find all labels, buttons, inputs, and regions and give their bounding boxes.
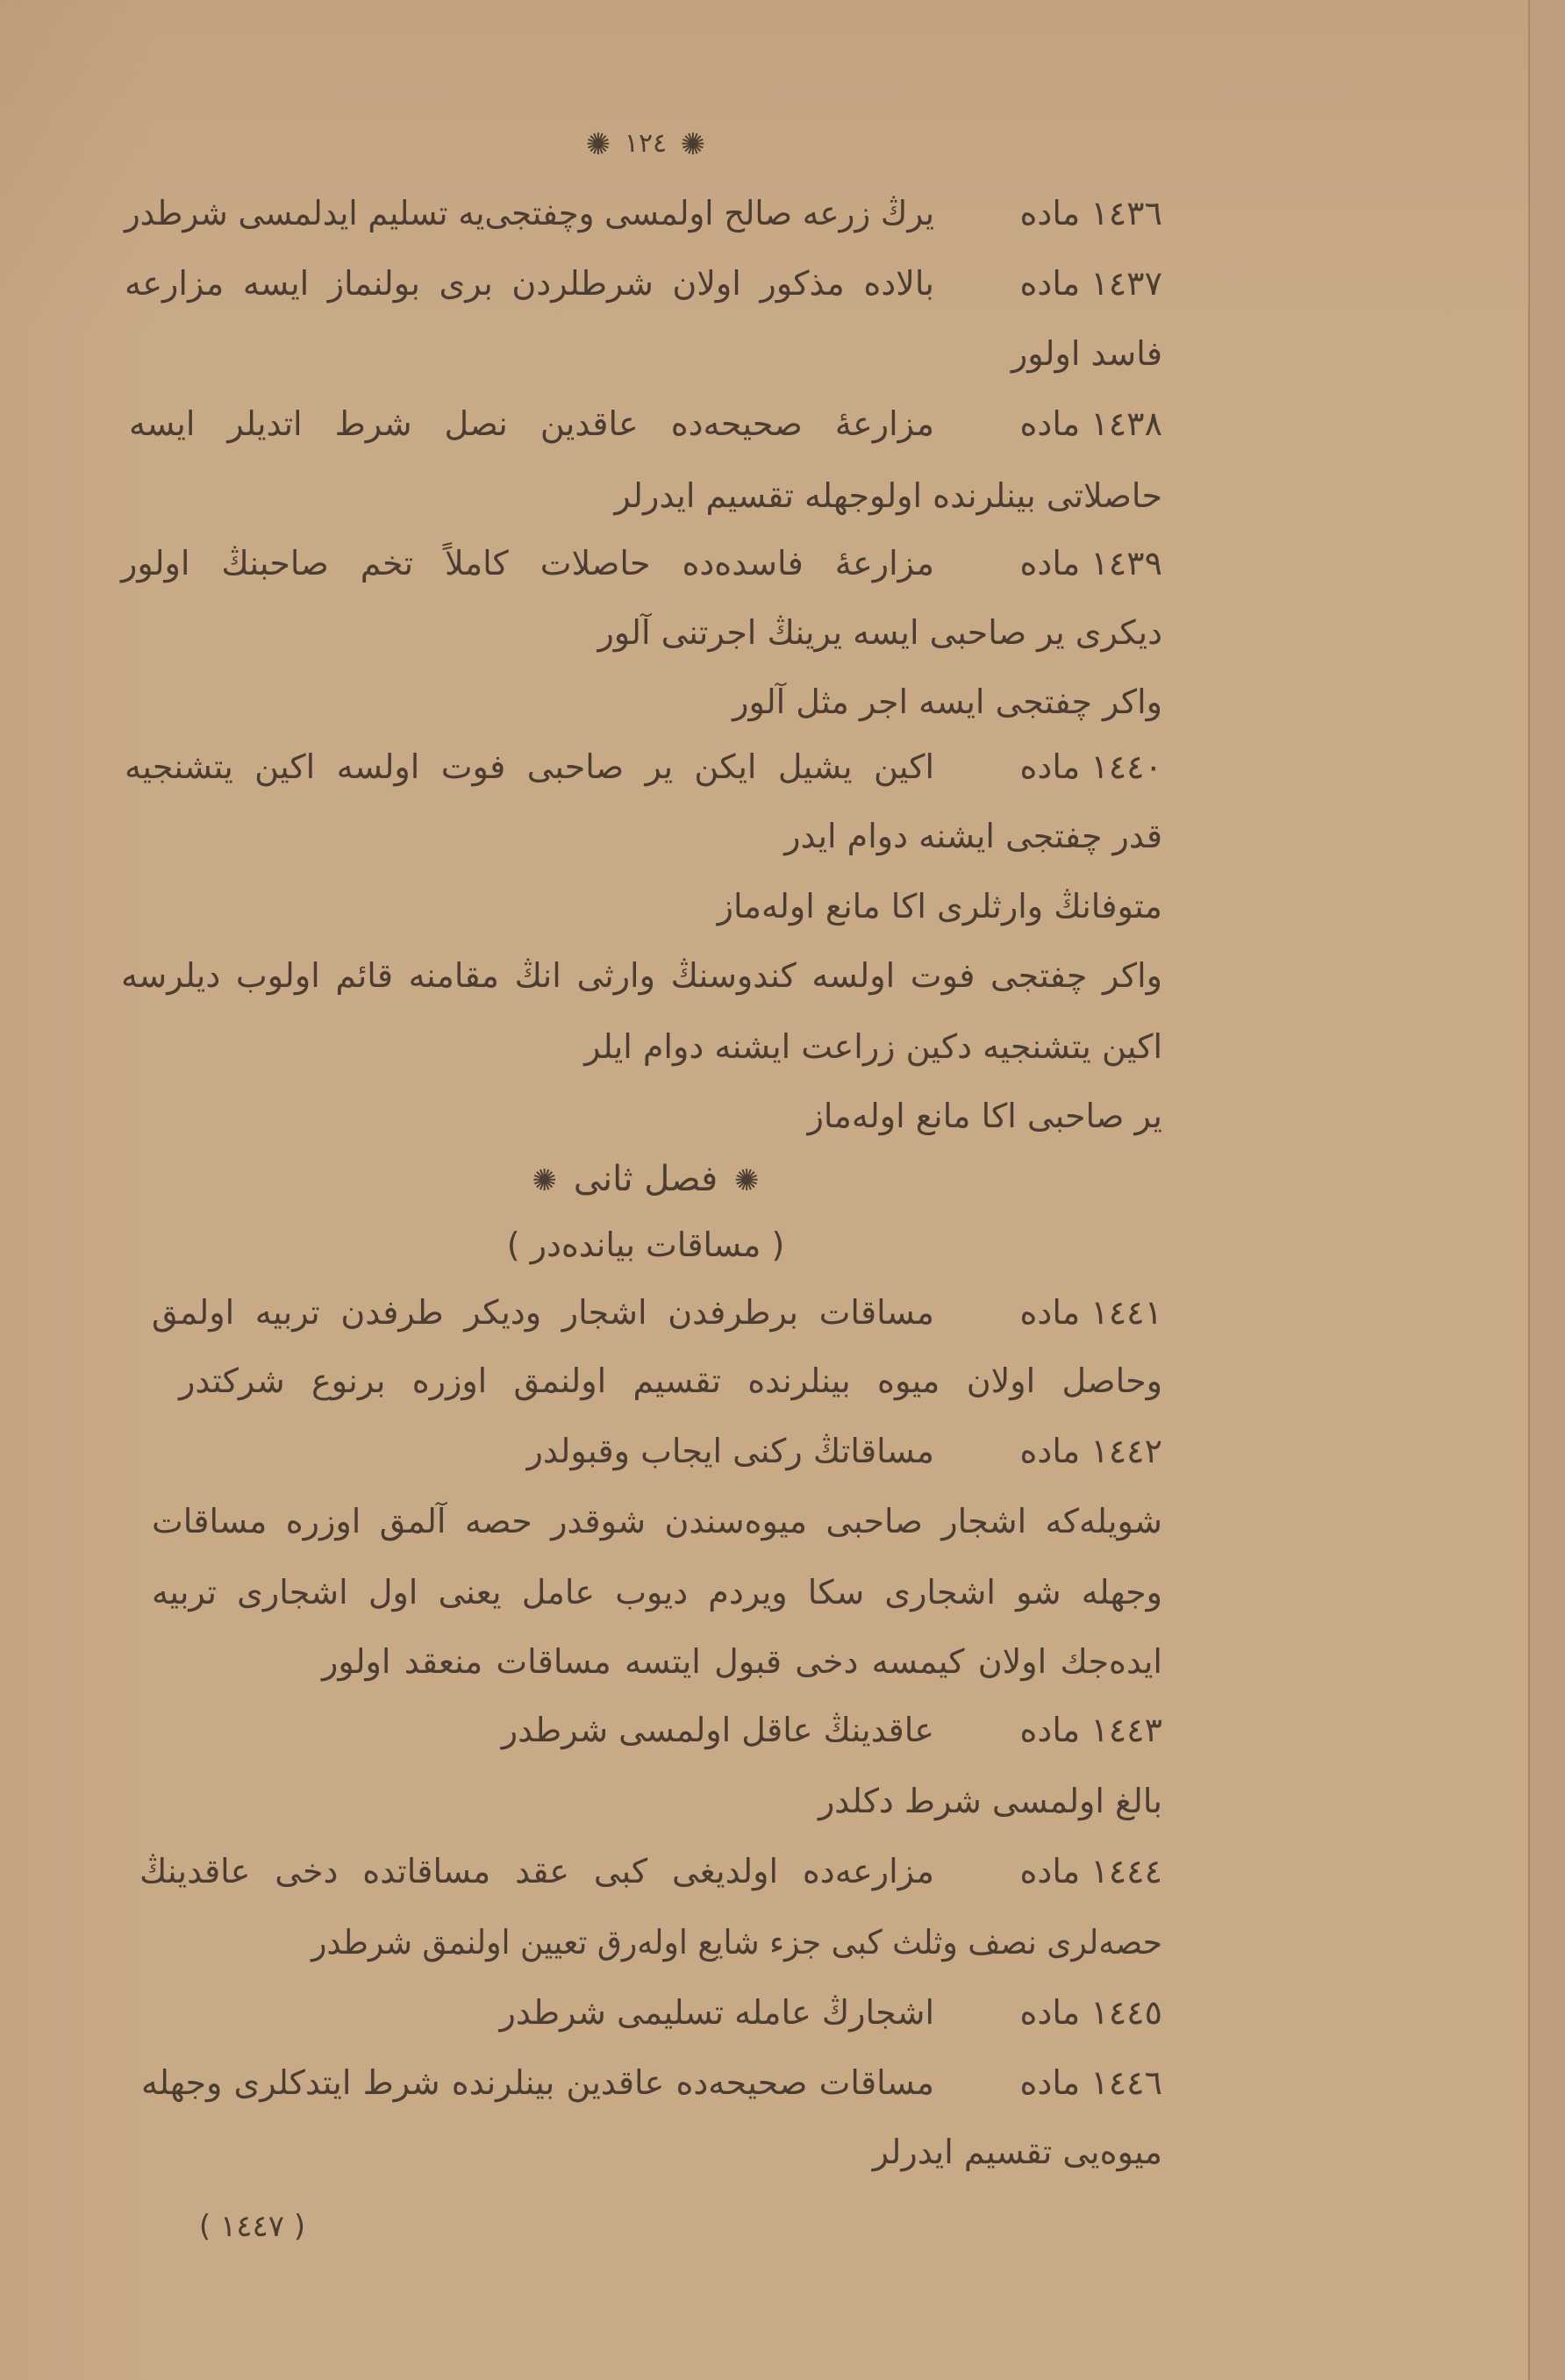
line-body [179, 1353, 1162, 1409]
line-body [129, 674, 1162, 730]
text-line [322, 1633, 1162, 1690]
article-number-label: ١٤٤٥ ماده [1019, 1993, 1162, 2032]
line-text: واکر چفتجی فوت اولسه کندوسنڭ وارثی انڭ مقامنه قائم اولوب دیلرسه [121, 956, 1162, 995]
article-line [121, 535, 1162, 591]
article-line [141, 2055, 1162, 2111]
line-body [129, 604, 1162, 661]
line-body [311, 1914, 1162, 1970]
text-line [129, 468, 1162, 524]
line-body [322, 1633, 1162, 1690]
article-line [129, 1984, 1162, 2041]
article-number-label: ١٤٣٧ ماده [1019, 264, 1162, 303]
article-line [129, 1423, 1162, 1479]
article-line [125, 185, 1162, 241]
text-line [129, 1088, 1162, 1144]
line-text: ایده‌جك اولان کیمسه دخی قبول ایتسه مساقات منعقد اولور [322, 1642, 1162, 1681]
catchword: ( ١٤٤٧ ) [198, 2209, 306, 2244]
line-text: وجهله شو اشجاری سکا ویردم دیوب عامل یعنی اول اشجاری تربیه [152, 1573, 1162, 1612]
text-line [152, 1564, 1162, 1620]
article-number-label: ١٤٤٤ ماده [1019, 1852, 1162, 1890]
text-line [311, 1914, 1162, 1970]
line-text: مزارعه‌ده اولدیغی کبی عقد مساقاتده دخی عاقدینڭ [139, 1852, 934, 1890]
line-text: وحاصل اولان میوه بینلرنده تقسیم اولنمق اوزره برنوع شرکتدر [179, 1362, 1162, 1400]
line-text: بالغ اولمسی شرط دکلدر [818, 1782, 1162, 1820]
text-line [152, 1493, 1162, 1549]
line-body [129, 1423, 934, 1479]
line-text: واکر چفتجی ایسه اجر مثل آلور [732, 683, 1162, 721]
text-line [129, 604, 1162, 661]
article-number-label: ١٤٤٣ ماده [1019, 1711, 1162, 1749]
line-body [129, 878, 1162, 934]
line-text: میوه‌یی تقسیم ایدرلر [872, 2133, 1162, 2171]
text-line [129, 808, 1162, 864]
line-text: قدر چفتجی ایشنه دوام ایدر [784, 817, 1162, 855]
article-line [125, 739, 1162, 795]
page-edge-strip [1528, 0, 1565, 2380]
line-body [129, 1984, 934, 2041]
article-number-label: ١٤٣٦ ماده [1019, 194, 1162, 232]
line-body [129, 1088, 1162, 1144]
line-text: حصه‌لری نصف وثلث کبی جزء شایع اوله‌رق تعیین اولنمق شرطدر [311, 1923, 1162, 1962]
section-title [129, 1149, 1162, 1209]
line-body [129, 325, 1162, 382]
article-line [129, 1702, 1162, 1758]
line-text: مزارعۀ فاسده‌ده حاصلات کاملاً تخم صاحبنڭ اولور [121, 544, 934, 582]
line-body [121, 535, 934, 591]
starburst-ornament-icon [681, 120, 706, 169]
line-text: اشجارڭ عامله تسلیمی شرطدر [499, 1993, 934, 2032]
line-text: حاصلاتی بینلرنده اولوجهله تقسیم ایدرلر [614, 476, 1162, 515]
line-body [129, 1702, 934, 1758]
line-text: اکین یشیل ایکن یر صاحبی فوت اولسه اکین یتشنجیه [125, 747, 934, 786]
line-text: مساقاتڭ رکنی ایجاب وقبولدر [526, 1432, 934, 1470]
line-body [125, 739, 934, 795]
line-body [125, 255, 934, 311]
line-body [129, 396, 934, 452]
line-body [152, 1284, 934, 1340]
line-body [129, 2124, 1162, 2180]
line-body [125, 185, 934, 241]
section-title-text: فصل ثانی [573, 1159, 718, 1199]
line-text: شویله‌که اشجار صاحبی میوه‌سندن شوقدر حصه آلمق اوزره مساقات [152, 1502, 1162, 1540]
text-line [129, 2124, 1162, 2180]
text-line [179, 1353, 1162, 1409]
text-line [129, 325, 1162, 382]
line-body [139, 1843, 934, 1899]
line-body [129, 1018, 1162, 1075]
line-text: بالاده مذکور اولان شرطلردن بری بولنماز ایسه مزارعه [125, 264, 934, 303]
article-line [139, 1843, 1162, 1899]
starburst-ornament-icon [586, 120, 611, 169]
text-line [129, 1018, 1162, 1075]
line-text: یر صاحبی اکا مانع اوله‌ماز [807, 1097, 1162, 1135]
article-number-label: ١٤٤٢ ماده [1019, 1432, 1162, 1470]
line-body [129, 808, 1162, 864]
line-text: دیکری یر صاحبی ایسه یرینڭ اجرتنی آلور [597, 613, 1162, 652]
text-line [129, 674, 1162, 730]
line-text: مزارعۀ صحیحه‌ده عاقدین نصل شرط اتدیلر ایسه [129, 404, 934, 443]
article-number-label: ١٤٤٠ ماده [1019, 747, 1162, 786]
text-line [121, 947, 1162, 1004]
text-line [129, 878, 1162, 934]
article-number-label: ١٤٤١ ماده [1019, 1293, 1162, 1332]
line-text: مساقات برطرفدن اشجار ودیکر طرفدن تربیه اولمق [152, 1293, 934, 1332]
line-body [152, 1564, 1162, 1620]
line-text: یرڭ زرعه صالح اولمسی وچفتجی‌یه تسلیم ایدلمسی شرطدر [124, 194, 935, 232]
line-body [129, 468, 1162, 524]
line-body [121, 947, 1162, 1004]
article-number-label: ١٤٣٨ ماده [1019, 404, 1162, 443]
text-line [129, 1773, 1162, 1829]
line-body [152, 1493, 1162, 1549]
line-body [141, 2055, 934, 2111]
line-text: مساقات صحیحه‌ده عاقدین بینلرنده شرط ایتدکلری وجهله [141, 2063, 934, 2102]
starburst-ornament-icon [734, 1151, 760, 1211]
article-line [125, 255, 1162, 311]
line-text: متوفانڭ وارثلری اکا مانع اوله‌ماز [717, 887, 1162, 926]
article-number-label: ١٤٤٦ ماده [1019, 2063, 1162, 2102]
article-number-label: ١٤٣٩ ماده [1019, 544, 1162, 582]
starburst-ornament-icon [532, 1151, 557, 1211]
page-number-header [129, 119, 1162, 168]
line-text: عاقدینڭ عاقل اولمسی شرطدر [501, 1711, 934, 1749]
line-text: فاسد اولور [1011, 334, 1162, 373]
page-number: ١٢٤ [624, 128, 668, 159]
article-line [129, 396, 1162, 452]
line-body [129, 1773, 1162, 1829]
article-line [152, 1284, 1162, 1340]
line-text: اکین یتشنجیه دکین زراعت ایشنه دوام ایلر [584, 1027, 1162, 1066]
section-subtitle: ( مساقات بیانده‌در ) [506, 1226, 785, 1264]
